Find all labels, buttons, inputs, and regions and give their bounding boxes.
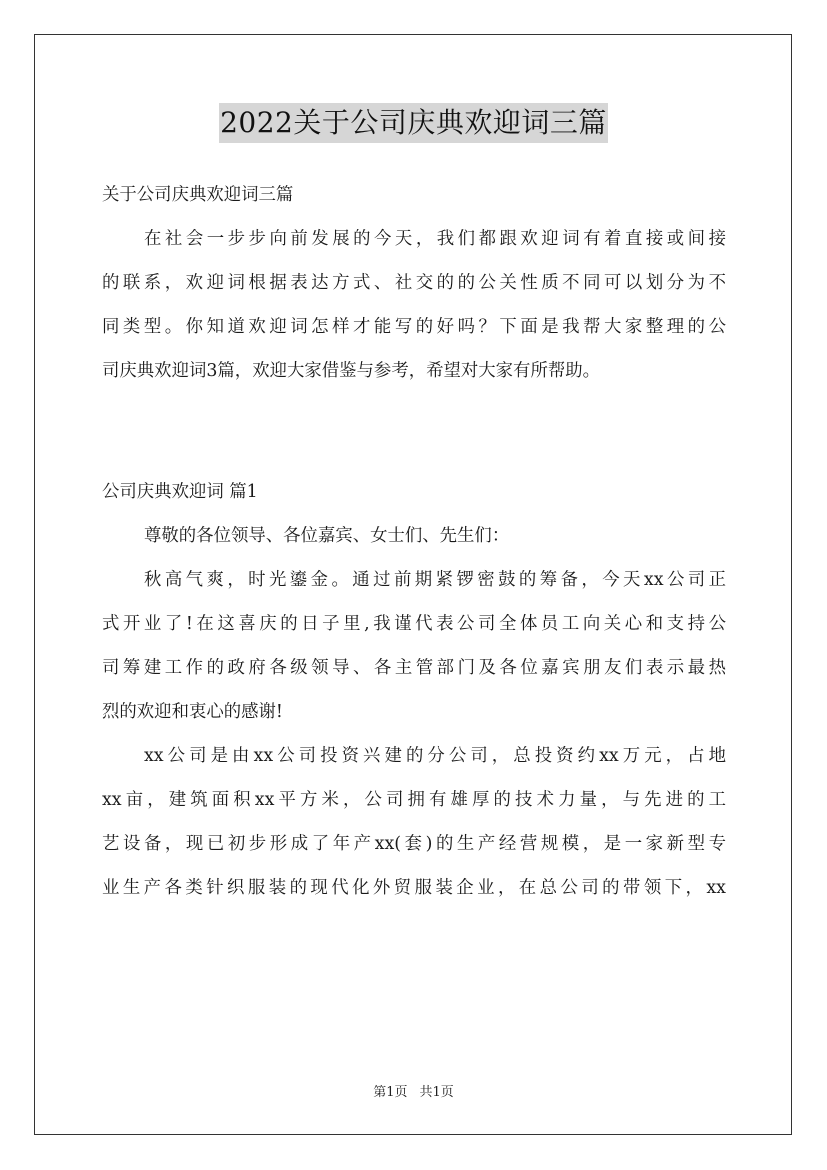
document-body [102,173,726,910]
paragraph-gap [102,393,726,470]
paragraph-line: 司庆典欢迎词3篇，欢迎大家借鉴与参考，希望对大家有所帮助。 [102,361,601,381]
paragraph-line: 的联系，欢迎词根据表达方式、社交的的公关性质不同可以划分为不 [102,273,726,293]
paragraph-line: 烈的欢迎和衷心的感谢! [102,702,283,722]
page-number: 第1页 [373,1085,408,1100]
salutation-line: 尊敬的各位领导、各位嘉宾、女士们、先生们： [144,526,510,546]
page-footer [0,1084,827,1102]
paragraph-line: 式开业了!在这喜庆的日子里,我谨代表公司全体员工向关心和支持公 [102,614,726,634]
paragraph-line: xx亩，建筑面积xx平方米，公司拥有雄厚的技术力量，与先进的工 [102,790,726,810]
paragraph-line: 同类型。你知道欢迎词怎样才能写的好吗？下面是我帮大家整理的公 [102,317,726,337]
paragraph-line: 业生产各类针织服装的现代化外贸服装企业，在总公司的带领下，xx [102,878,726,898]
intro-paragraph [102,217,726,393]
paragraph-line: 司筹建工作的政府各级领导、各主管部门及各位嘉宾朋友们表示最热 [102,658,726,678]
title-container [0,103,827,143]
body-paragraph-1 [102,558,726,734]
paragraph-line: 在社会一步步向前发展的今天，我们都跟欢迎词有着直接或间接 [144,229,726,249]
document-title: 2022关于公司庆典欢迎词三篇 [219,103,608,143]
paragraph-line: 艺设备，现已初步形成了年产xx(套)的生产经营规模，是一家新型专 [102,834,726,854]
paragraph-line: xx公司是由xx公司投资兴建的分公司，总投资约xx万元，占地 [144,746,726,766]
page-total: 共1页 [419,1085,454,1100]
intro-heading: 关于公司庆典欢迎词三篇 [102,185,294,205]
body-paragraph-2 [102,734,726,910]
paragraph-line: 秋高气爽，时光鎏金。通过前期紧锣密鼓的筹备，今天xx公司正 [144,570,726,590]
section-1-heading: 公司庆典欢迎词 篇1 [102,482,258,502]
